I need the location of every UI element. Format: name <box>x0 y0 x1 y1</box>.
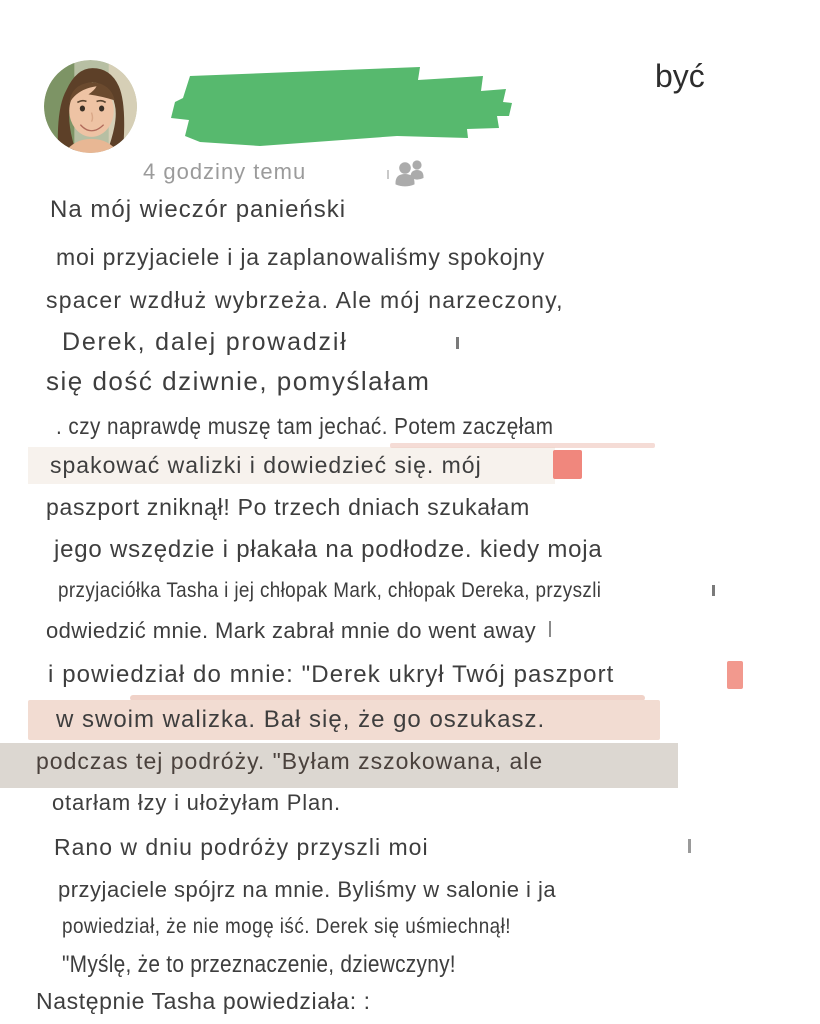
post-text-line: Następnie Tasha powiedziała: : <box>36 988 371 1014</box>
name-redaction-scribble <box>165 58 517 150</box>
artifact-mark <box>456 337 459 349</box>
post-timestamp: 4 godziny temu <box>143 159 307 184</box>
avatar-image <box>44 60 137 153</box>
post-text-line: Na mój wieczór panieński <box>50 196 347 223</box>
post-text-line: Derek, dalej prowadził <box>62 328 348 356</box>
pink-smudge <box>390 443 655 448</box>
post-text-line: jego wszędzie i płakała na podłodze. kiedy moja <box>54 536 603 563</box>
text-cursor-mark <box>549 621 551 637</box>
corner-word-label: być <box>655 58 705 94</box>
post-text-line: . czy naprawdę muszę tam jechać. Potem zaczęłam <box>56 413 554 439</box>
post-text-line: się dość dziwnie, pomyślałam <box>46 366 431 396</box>
post-text-line: moi przyjaciele i ja zaplanowaliśmy spokojny <box>56 244 546 270</box>
post-text-line: podczas tej podróży. "Byłam zszokowana, ale <box>36 748 544 774</box>
post-text-line: paszport zniknął! Po trzech dniach szukałam <box>46 494 530 520</box>
avatar[interactable] <box>44 60 137 153</box>
artifact-mark <box>387 170 389 179</box>
pink-redaction-block <box>553 450 582 479</box>
post-text-line: przyjaciele spójrz na mnie. Byliśmy w salonie i ja <box>58 877 557 902</box>
post-text-line: spacer wzdłuż wybrzeża. Ale mój narzeczony, <box>46 287 564 313</box>
post-text-line: i powiedział do mnie: "Derek ukrył Twój paszport <box>48 661 615 688</box>
artifact-mark <box>712 585 715 596</box>
post-text-line: otarłam łzy i ułożyłam Plan. <box>52 790 341 815</box>
friends-audience-icon <box>394 157 426 187</box>
post-text-line: przyjaciółka Tasha i jej chłopak Mark, chłopak Dereka, przyszli <box>58 579 602 602</box>
post-text-line: powiedział, że nie mogę iść. Derek się uśmiechnął! <box>62 915 512 938</box>
post-text-line: Rano w dniu podróży przyszli moi <box>54 834 429 860</box>
pink-redaction-block <box>727 661 743 689</box>
post-text-line: odwiedzić mnie. Mark zabrał mnie do went away <box>46 618 536 643</box>
artifact-mark <box>688 839 691 853</box>
post-text-line: "Myślę, że to przeznaczenie, dziewczyny! <box>62 951 456 978</box>
post-text-line: spakować walizki i dowiedzieć się. mój <box>50 452 482 478</box>
post-text-line: w swoim walizka. Bał się, że go oszukasz. <box>56 706 546 733</box>
